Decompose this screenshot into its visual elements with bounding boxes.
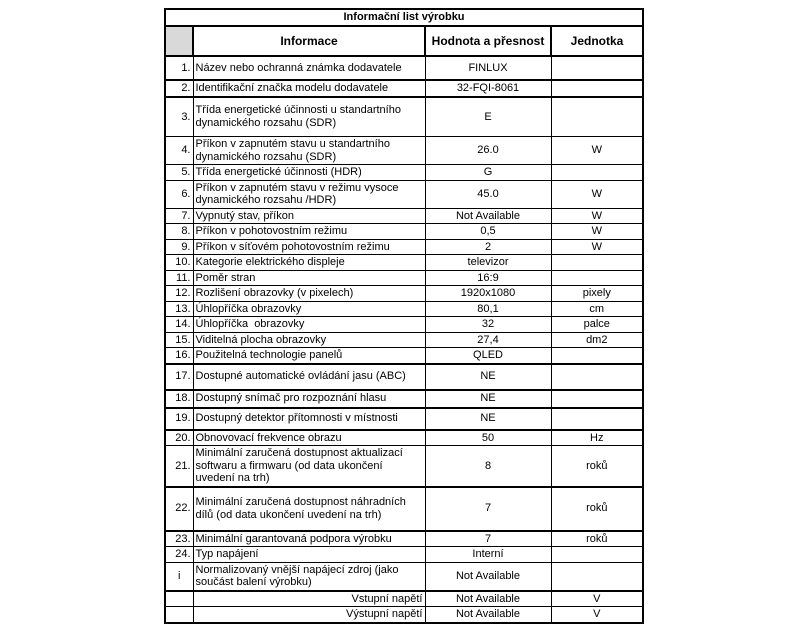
row-unit	[551, 390, 643, 408]
row-value: 2	[425, 239, 551, 255]
row-unit: V	[551, 591, 643, 607]
row-number: 9.	[165, 239, 193, 255]
row-info: Typ napájení	[193, 547, 425, 563]
row-info: Příkon v zapnutém stavu v režimu vysoce dynamického rozsahu /HDR)	[193, 180, 425, 208]
row-unit: W	[551, 137, 643, 165]
table-row	[165, 430, 643, 446]
row-number: 4.	[165, 137, 193, 165]
row-unit: W	[551, 180, 643, 208]
row-value: QLED	[425, 348, 551, 364]
row-value: 7	[425, 487, 551, 531]
row-value: 1920x1080	[425, 286, 551, 302]
row-value: 27,4	[425, 332, 551, 348]
table-row	[165, 224, 643, 240]
row-info: Dostupný snímač pro rozpoznání hlasu	[193, 390, 425, 408]
table-row	[165, 562, 643, 591]
row-value: 45.0	[425, 180, 551, 208]
row-value: 32	[425, 317, 551, 333]
table-row	[165, 97, 643, 137]
table-row	[165, 286, 643, 302]
row-unit: Hz	[551, 430, 643, 446]
row-info: Viditelná plocha obrazovky	[193, 332, 425, 348]
row-unit: palce	[551, 317, 643, 333]
row-number: 11.	[165, 270, 193, 286]
row-info: Příkon v zapnutém stavu u standartního dynamického rozsahu (SDR)	[193, 137, 425, 165]
row-number: 6.	[165, 180, 193, 208]
row-value: NE	[425, 390, 551, 408]
row-unit	[551, 270, 643, 286]
row-number: 2.	[165, 80, 193, 97]
row-number: 10.	[165, 255, 193, 271]
row-info: Třída energetické účinnosti (HDR)	[193, 165, 425, 181]
row-number: 23.	[165, 531, 193, 547]
row-info: Úhlopříčka obrazovky	[193, 317, 425, 333]
row-number: 17.	[165, 364, 193, 390]
table-row	[165, 208, 643, 224]
row-info: Normalizovaný vnější napájecí zdroj (jako součást balení výrobku)	[193, 562, 425, 591]
row-unit	[551, 562, 643, 591]
row-value: 26.0	[425, 137, 551, 165]
row-number: 14.	[165, 317, 193, 333]
row-value: 32-FQI-8061	[425, 80, 551, 97]
row-number: 12.	[165, 286, 193, 302]
row-number: i	[165, 562, 193, 591]
row-unit: V	[551, 607, 643, 623]
row-number: 20.	[165, 430, 193, 446]
row-value: televizor	[425, 255, 551, 271]
table-row	[165, 56, 643, 80]
row-number	[165, 607, 193, 623]
table-row	[165, 255, 643, 271]
product-info-table	[164, 8, 644, 624]
row-value: NE	[425, 408, 551, 430]
row-unit	[551, 255, 643, 271]
row-info: Příkon v pohotovostním režimu	[193, 224, 425, 240]
table-row	[165, 348, 643, 364]
table-row	[165, 317, 643, 333]
row-info: Dostupné automatické ovládání jasu (ABC)	[193, 364, 425, 390]
row-info: Poměr stran	[193, 270, 425, 286]
row-value: Not Available	[425, 607, 551, 623]
row-unit: W	[551, 239, 643, 255]
title-row	[165, 9, 643, 26]
row-number: 16.	[165, 348, 193, 364]
row-value: 80,1	[425, 301, 551, 317]
row-info: Dostupný detektor přítomnosti v místnosti	[193, 408, 425, 430]
row-value: FINLUX	[425, 56, 551, 80]
row-number: 18.	[165, 390, 193, 408]
table-row	[165, 332, 643, 348]
row-value: Not Available	[425, 208, 551, 224]
table-row	[165, 408, 643, 430]
row-unit: W	[551, 224, 643, 240]
table-row	[165, 531, 643, 547]
row-unit: roků	[551, 531, 643, 547]
row-number: 24.	[165, 547, 193, 563]
row-info: Identifikační značka modelu dodavatele	[193, 80, 425, 97]
col-header-jednotka: Jednotka	[551, 26, 643, 56]
col-header-informace: Informace	[193, 26, 425, 56]
row-value: 16:9	[425, 270, 551, 286]
row-unit: cm	[551, 301, 643, 317]
row-unit	[551, 408, 643, 430]
row-info: Rozlišení obrazovky (v pixelech)	[193, 286, 425, 302]
row-info: Vypnutý stav, příkon	[193, 208, 425, 224]
row-number	[165, 591, 193, 607]
table-row	[165, 270, 643, 286]
row-unit: dm2	[551, 332, 643, 348]
table-row	[165, 239, 643, 255]
row-info: Úhlopříčka obrazovky	[193, 301, 425, 317]
corner-cell	[165, 26, 193, 56]
row-value: 8	[425, 446, 551, 487]
row-number: 8.	[165, 224, 193, 240]
table-row	[165, 487, 643, 531]
row-unit: pixely	[551, 286, 643, 302]
row-info: Vstupní napětí	[193, 591, 425, 607]
row-info: Minimální zaručená dostupnost aktualizací softwaru a firmwaru (od data ukončení uvedení na trh)	[193, 446, 425, 487]
row-unit	[551, 80, 643, 97]
row-value: 50	[425, 430, 551, 446]
row-unit: roků	[551, 487, 643, 531]
header-row	[165, 26, 643, 56]
row-number: 1.	[165, 56, 193, 80]
table-row	[165, 180, 643, 208]
row-unit	[551, 56, 643, 80]
row-unit	[551, 165, 643, 181]
row-info: Výstupní napětí	[193, 607, 425, 623]
row-unit	[551, 348, 643, 364]
row-info: Minimální garantovaná podpora výrobku	[193, 531, 425, 547]
row-number: 15.	[165, 332, 193, 348]
row-value: G	[425, 165, 551, 181]
row-unit	[551, 364, 643, 390]
row-info: Kategorie elektrického displeje	[193, 255, 425, 271]
row-unit	[551, 547, 643, 563]
row-unit	[551, 97, 643, 137]
table-row	[165, 591, 643, 607]
table-row	[165, 446, 643, 487]
table-title: Informační list výrobku	[165, 9, 643, 26]
row-number: 22.	[165, 487, 193, 531]
row-number: 21.	[165, 446, 193, 487]
table-row	[165, 364, 643, 390]
row-info: Použitelná technologie panelů	[193, 348, 425, 364]
row-value: 7	[425, 531, 551, 547]
table-row	[165, 137, 643, 165]
table-row	[165, 301, 643, 317]
row-info: Třída energetické účinnosti u standartního dynamického rozsahu (SDR)	[193, 97, 425, 137]
row-value: Not Available	[425, 591, 551, 607]
row-value: NE	[425, 364, 551, 390]
row-number: 19.	[165, 408, 193, 430]
row-number: 3.	[165, 97, 193, 137]
row-number: 7.	[165, 208, 193, 224]
table-row	[165, 80, 643, 97]
row-value: 0,5	[425, 224, 551, 240]
table-row	[165, 607, 643, 623]
row-value: Interní	[425, 547, 551, 563]
col-header-hodnota: Hodnota a přesnost	[425, 26, 551, 56]
row-info: Název nebo ochranná známka dodavatele	[193, 56, 425, 80]
table-row	[165, 165, 643, 181]
table-row	[165, 547, 643, 563]
row-number: 13.	[165, 301, 193, 317]
row-unit: W	[551, 208, 643, 224]
row-unit: roků	[551, 446, 643, 487]
row-info: Minimální zaručená dostupnost náhradních dílů (od data ukončení uvedení na trh)	[193, 487, 425, 531]
table-row	[165, 390, 643, 408]
row-info: Příkon v síťovém pohotovostním režimu	[193, 239, 425, 255]
row-value: Not Available	[425, 562, 551, 591]
row-number: 5.	[165, 165, 193, 181]
row-value: E	[425, 97, 551, 137]
row-info: Obnovovací frekvence obrazu	[193, 430, 425, 446]
